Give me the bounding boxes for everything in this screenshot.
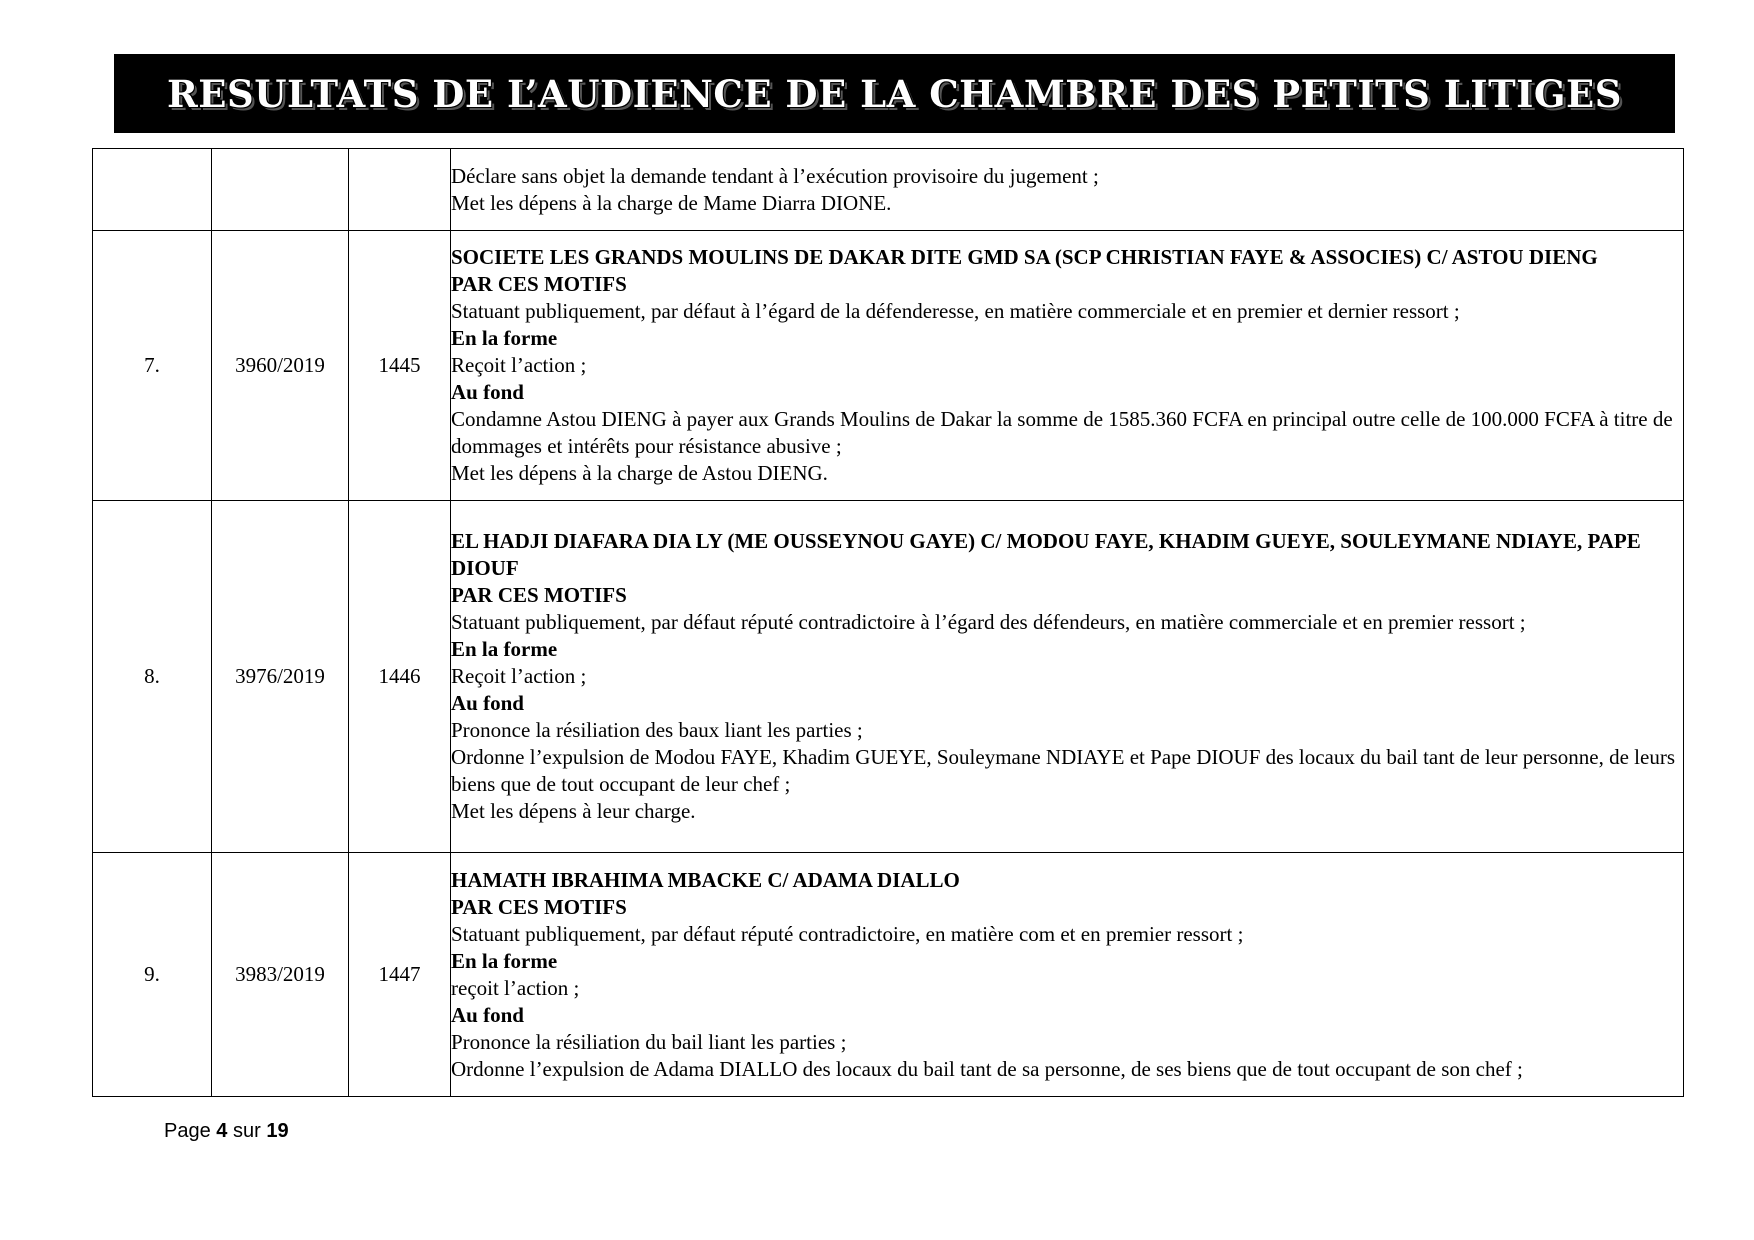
table-row xyxy=(93,149,1684,231)
decision-text xyxy=(451,853,1684,1097)
decision-text xyxy=(451,501,1684,853)
case-parties: HAMATH IBRAHIMA MBACKE C/ ADAMA DIALLO xyxy=(451,867,960,892)
table-row xyxy=(93,231,1684,501)
case-parties: SOCIETE LES GRANDS MOULINS DE DAKAR DITE GMD SA (SCP CHRISTIAN FAYE & ASSOCIES) C/ ASTOU DIENG xyxy=(451,245,1598,269)
fond-heading: Au fond xyxy=(451,691,524,715)
decision-line: Statuant publiquement, par défaut réputé contradictoire à l’égard des défendeurs, en matière commerciale et en premier ressort ; xyxy=(451,610,1526,634)
judgment-number: 1446 xyxy=(349,501,451,853)
case-number: 9. xyxy=(93,853,212,1097)
table-row xyxy=(93,501,1684,853)
decision-line: Prononce la résiliation des baux liant les parties ; xyxy=(451,718,863,742)
results-table xyxy=(92,148,1684,1097)
decision-line: Ordonne l’expulsion de Adama DIALLO des locaux du bail tant de sa personne, de ses biens que de tout occupant de son chef ; xyxy=(451,1056,1523,1081)
decision-line: Met les dépens à la charge de Astou DIENG. xyxy=(451,461,828,485)
forme-heading: En la forme xyxy=(451,948,558,973)
decision-line: Reçoit l’action ; xyxy=(451,664,587,688)
sur-word: sur xyxy=(232,1120,261,1142)
decision-line: Met les dépens à la charge de Mame Diarra DIONE. xyxy=(451,190,892,215)
decision-line: reçoit l’action ; xyxy=(451,975,580,1000)
case-number: 8. xyxy=(93,501,212,853)
fond-heading: Au fond xyxy=(451,1002,524,1027)
judgment-number xyxy=(349,149,451,231)
decision-line: Ordonne l’expulsion de Modou FAYE, Khadim GUEYE, Souleymane NDIAYE et Pape DIOUF des locaux du bail tant de leur personne, de leurs biens que de tout occupant de leur chef ; xyxy=(451,745,1675,796)
decision-line: Prononce la résiliation du bail liant les parties ; xyxy=(451,1029,847,1054)
rg-number: 3976/2019 xyxy=(212,501,349,853)
page-title-text: RESULTATS DE L’AUDIENCE DE LA CHAMBRE DES PETITS LITIGES xyxy=(167,71,1622,116)
motifs-heading: PAR CES MOTIFS xyxy=(451,894,627,919)
case-number: 7. xyxy=(93,231,212,501)
decision-line: Déclare sans objet la demande tendant à l’exécution provisoire du jugement ; xyxy=(451,163,1099,188)
decision-line: Statuant publiquement, par défaut réputé contradictoire, en matière com et en premier ressort ; xyxy=(451,921,1244,946)
case-parties: EL HADJI DIAFARA DIA LY (ME OUSSEYNOU GAYE) C/ MODOU FAYE, KHADIM GUEYE, SOULEYMANE NDIAYE, PAPE DIOUF xyxy=(451,529,1641,580)
judgment-number: 1445 xyxy=(349,231,451,501)
fond-heading: Au fond xyxy=(451,380,524,404)
page-title xyxy=(114,54,1675,133)
decision-text xyxy=(451,231,1684,501)
judgment-number: 1447 xyxy=(349,853,451,1097)
forme-heading: En la forme xyxy=(451,637,558,661)
rg-number: 3983/2019 xyxy=(212,853,349,1097)
motifs-heading: PAR CES MOTIFS xyxy=(451,272,627,296)
table-row xyxy=(93,853,1684,1097)
decision-line: Reçoit l’action ; xyxy=(451,353,587,377)
decision-text xyxy=(451,149,1684,231)
rg-number: 3960/2019 xyxy=(212,231,349,501)
page-footer xyxy=(164,1120,289,1143)
page-current: 4 xyxy=(216,1120,228,1142)
case-number xyxy=(93,149,212,231)
decision-line: Statuant publiquement, par défaut à l’égard de la défenderesse, en matière commerciale et en premier et dernier ressort ; xyxy=(451,299,1460,323)
rg-number xyxy=(212,149,349,231)
page-word: Page xyxy=(164,1120,211,1142)
page-total: 19 xyxy=(266,1120,289,1142)
decision-line: Met les dépens à leur charge. xyxy=(451,799,696,823)
decision-line: Condamne Astou DIENG à payer aux Grands Moulins de Dakar la somme de 1585.360 FCFA en principal outre celle de 100.000 FCFA à titre de dommages et intérêts pour résistance abusive ; xyxy=(451,407,1673,458)
motifs-heading: PAR CES MOTIFS xyxy=(451,583,627,607)
forme-heading: En la forme xyxy=(451,326,558,350)
